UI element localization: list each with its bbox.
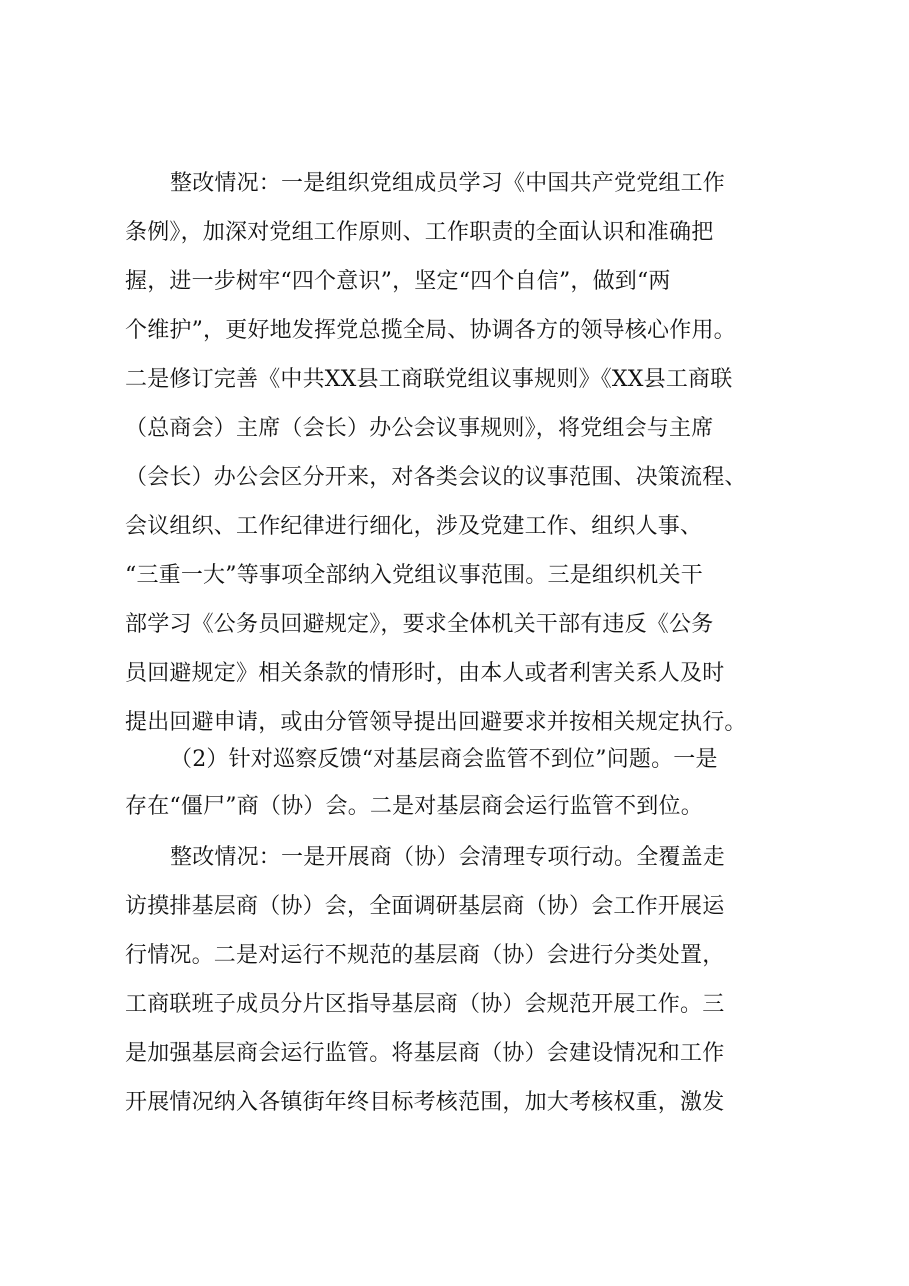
paragraph-1-line-6: （总商会）主席（会长）办公会议事规则》，将党组会与主席: [125, 416, 714, 441]
paragraph-1-line-7: （会长）办公会区分开来，对各类会议的议事范围、决策流程、: [125, 465, 747, 490]
paragraph-1-line-4: 个维护”，更好地发挥党总揽全局、协调各方的领导核心作用。: [125, 318, 736, 343]
paragraph-1-line-9: “三重一大”等事项全部纳入党组议事范围。三是组织机关干: [125, 563, 703, 588]
paragraph-1-line-11: 员回避规定》相关条款的情形时，由本人或者利害关系人及时: [125, 661, 725, 686]
paragraph-3-line-4: 工商联班子成员分片区指导基层商（协）会规范开展工作。三: [125, 992, 725, 1017]
paragraph-1-line-8: 会议组织、工作纪律进行细化，涉及党建工作、组织人事、: [125, 514, 703, 539]
paragraph-3-line-5: 是加强基层商会运行监管。将基层商（协）会建设情况和工作: [125, 1041, 725, 1066]
paragraph-1-line-5: 二是修订完善《中共XX县工商联党组议事规则》《XX县工商联: [125, 367, 733, 392]
paragraph-3-line-1: 整改情况：一是开展商（协）会清理专项行动。全覆盖走: [170, 845, 726, 870]
paragraph-2-line-2: 存在“僵尸”商（协）会。二是对基层商会运行监管不到位。: [125, 794, 703, 819]
paragraph-1-line-12: 提出回避申请，或由分管领导提出回避要求并按相关规定执行。: [125, 710, 747, 735]
paragraph-1-line-2: 条例》，加深对党组工作原则、工作职责的全面认识和准确把: [125, 220, 714, 245]
paragraph-3-line-3: 行情况。二是对运行不规范的基层商（协）会进行分类处置，: [125, 943, 725, 968]
paragraph-1-line-1: 整改情况：一是组织党组成员学习《中国共产党党组工作: [170, 171, 726, 196]
paragraph-3-line-2: 访摸排基层商（协）会，全面调研基层商（协）会工作开展运: [125, 894, 725, 919]
paragraph-1-line-3: 握，进一步树牢“四个意识”，坚定“四个自信”，做到“两: [125, 269, 671, 294]
paragraph-3-line-6: 开展情况纳入各镇街年终目标考核范围，加大考核权重，激发: [125, 1090, 725, 1115]
paragraph-1-line-10: 部学习《公务员回避规定》，要求全体机关干部有违反《公务: [125, 612, 714, 637]
paragraph-2-line-1: （2）针对巡察反馈“对基层商会监管不到位”问题。一是: [170, 747, 718, 772]
